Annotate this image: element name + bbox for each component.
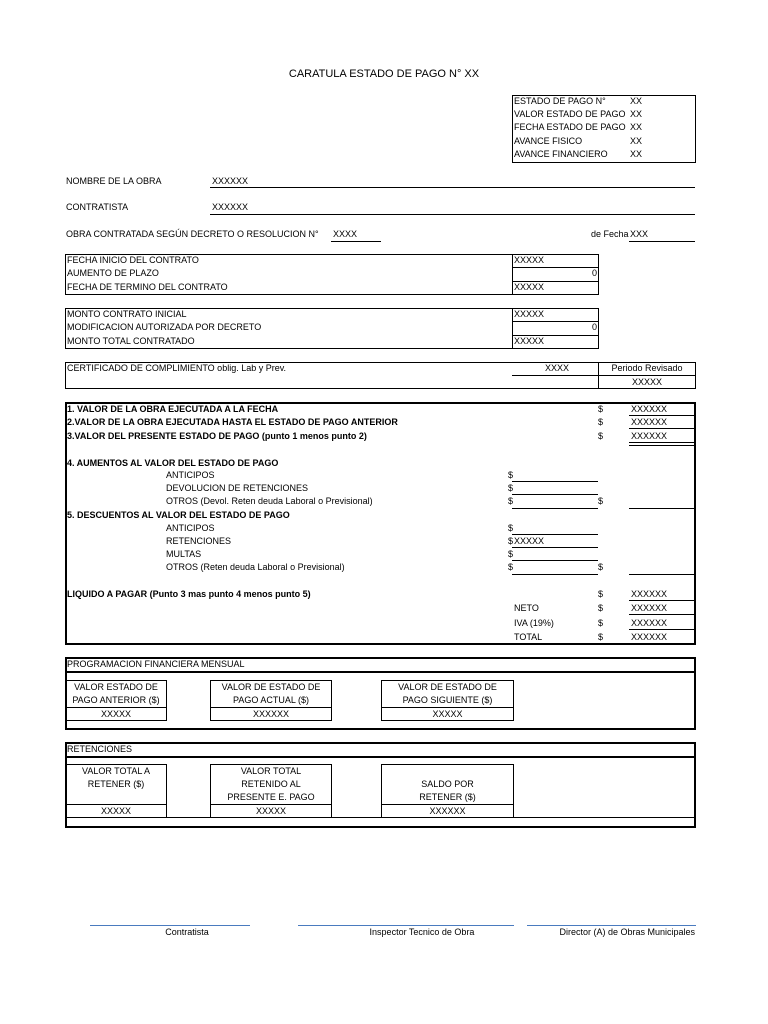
summary-value: XX [630,96,643,106]
summary-value: XX [630,122,643,132]
currency-sign: $ [598,417,604,427]
plazo-label: AUMENTO DE PLAZO [67,268,159,278]
aum-otros-label: OTROS (Devol. Reten deuda Laboral o Previsional) [166,496,373,506]
currency-sign: $ [598,404,604,414]
currency-sign: $ [508,549,514,559]
ret-col-line: PRESENTE E. PAGO [227,792,315,802]
contratista-value: XXXXXX [212,202,249,212]
currency-sign: $ [508,523,514,533]
ret-col-line: RETENIDO AL [241,779,301,789]
currency-sign: $ [508,562,514,572]
iva-value: XXXXXX [631,618,668,628]
fecha-decreto-label: de Fecha [591,229,629,239]
plazo-value: XXXXX [514,255,545,265]
monto-value: XXXXX [514,336,545,346]
decreto-label: OBRA CONTRATADA SEGÚN DECRETO O RESOLUCION N° [66,229,319,239]
summary-label: AVANCE FINANCIERO [514,149,608,159]
currency-sign: $ [598,603,604,613]
currency-sign: $ [598,618,604,628]
summary-label: FECHA ESTADO DE PAGO [514,122,626,132]
nombre-obra-value: XXXXXX [212,176,249,186]
certificado-value: XXXX [545,363,570,373]
signature-line [298,925,514,926]
ret-col-line: SALDO POR [421,779,474,789]
desc-multas-label: MULTAS [166,549,202,559]
punto3-label: 3.VALOR DEL PRESENTE ESTADO DE PAGO (punto 1 menos punto 2) [67,431,367,441]
prog-col-value: XXXXX [100,709,131,719]
currency-sign: $ [508,496,514,506]
currency-sign: $ [598,431,604,441]
prog-col-line1: VALOR DE ESTADO DE [398,682,497,692]
plazo-value: 0 [591,268,597,278]
currency-sign: $ [508,536,514,546]
punto2-value: XXXXXX [631,417,668,427]
prog-col-value: XXXXX [432,709,463,719]
aum-devolucion-label: DEVOLUCION DE RETENCIONES [166,483,309,493]
ret-col-line: RETENER ($) [87,779,145,789]
currency-sign: $ [508,470,514,480]
plazo-value: XXXXX [514,282,545,292]
prog-col-line1: VALOR DE ESTADO DE [221,682,321,692]
firma-inspector: Inspector Tecnico de Obra [369,927,475,937]
contratista-label: CONTRATISTA [66,202,129,212]
prog-col-line2: PAGO SIGUIENTE ($) [402,695,493,705]
currency-sign: $ [598,632,604,642]
ret-col-value: XXXXX [100,806,131,816]
neto-value: XXXXXX [631,603,668,613]
page-title: CARATULA ESTADO DE PAGO N° XX [288,68,480,80]
plazo-label: FECHA INICIO DEL CONTRATO [67,255,199,265]
monto-value: XXXXX [514,309,545,319]
monto-label: MONTO CONTRATO INICIAL [67,309,187,319]
plazo-label: FECHA DE TERMINO DEL CONTRATO [67,282,228,292]
iva-label: IVA (19%) [514,618,554,628]
neto-label: NETO [514,603,539,613]
summary-label: ESTADO DE PAGO N° [514,96,606,106]
monto-label: MODIFICACION AUTORIZADA POR DECRETO [67,322,262,332]
total-label: TOTAL [514,632,543,642]
currency-sign: $ [598,562,604,572]
total-value: XXXXXX [631,632,668,642]
summary-value: XX [630,149,643,159]
punto3-value: XXXXXX [631,431,668,441]
decreto-value: XXXX [333,229,358,239]
prog-col-line2: PAGO ANTERIOR ($) [72,695,160,705]
descuentos-title: 5. DESCUENTOS AL VALOR DEL ESTADO DE PAGO [67,510,290,520]
firma-contratista: Contratista [165,927,209,937]
programacion-title: PROGRAMACION FINANCIERA MENSUAL [67,659,245,669]
monto-label: MONTO TOTAL CONTRATADO [67,336,195,346]
monto-value: 0 [591,322,597,332]
firma-director: Director (A) de Obras Municipales [559,927,695,937]
prog-col-line2: PAGO ACTUAL ($) [232,695,310,705]
punto1-label: 1. VALOR DE LA OBRA EJECUTADA A LA FECHA [67,404,279,414]
fecha-decreto-value: XXX [630,229,649,239]
currency-sign: $ [598,496,604,506]
desc-otros-label: OTROS (Reten deuda Laboral o Previsional) [166,562,345,572]
desc-anticipos-label: ANTICIPOS [166,523,215,533]
prog-col-line1: VALOR ESTADO DE [74,682,158,692]
summary-label: AVANCE FISICO [514,136,583,146]
periodo-revisado-value: XXXXX [631,377,662,387]
aum-anticipos-label: ANTICIPOS [166,470,215,480]
liquido-value: XXXXXX [631,589,668,599]
summary-value: XX [630,109,643,119]
aumentos-title: 4. AUMENTOS AL VALOR DEL ESTADO DE PAGO [67,458,279,468]
retenciones-title: RETENCIONES [67,744,133,754]
desc-retenciones-label: RETENCIONES [166,536,232,546]
signature-line [527,925,696,926]
desc-retenciones-value: XXXXX [514,536,545,546]
ret-col-line: RETENER ($) [419,792,476,802]
certificado-label: CERTIFICADO DE COMPLIMIENTO oblig. Lab y Prev. [67,363,287,373]
summary-label: VALOR ESTADO DE PAGO [514,109,626,119]
signature-line [90,925,250,926]
currency-sign: $ [508,483,514,493]
ret-col-value: XXXXXX [429,806,466,816]
liquido-label: LIQUIDO A PAGAR (Punto 3 mas punto 4 menos punto 5) [67,589,311,599]
ret-col-value: XXXXX [255,806,286,816]
punto1-value: XXXXXX [631,404,668,414]
nombre-obra-label: NOMBRE DE LA OBRA [66,176,162,186]
punto2-label: 2.VALOR DE LA OBRA EJECUTADA HASTA EL ESTADO DE PAGO ANTERIOR [67,417,398,427]
periodo-revisado-label: Periodo Revisado [611,363,683,373]
ret-col-line: VALOR TOTAL A [81,766,151,776]
ret-col-line: VALOR TOTAL [240,766,302,776]
prog-col-value: XXXXXX [252,709,290,719]
summary-value: XX [630,136,643,146]
currency-sign: $ [598,589,604,599]
